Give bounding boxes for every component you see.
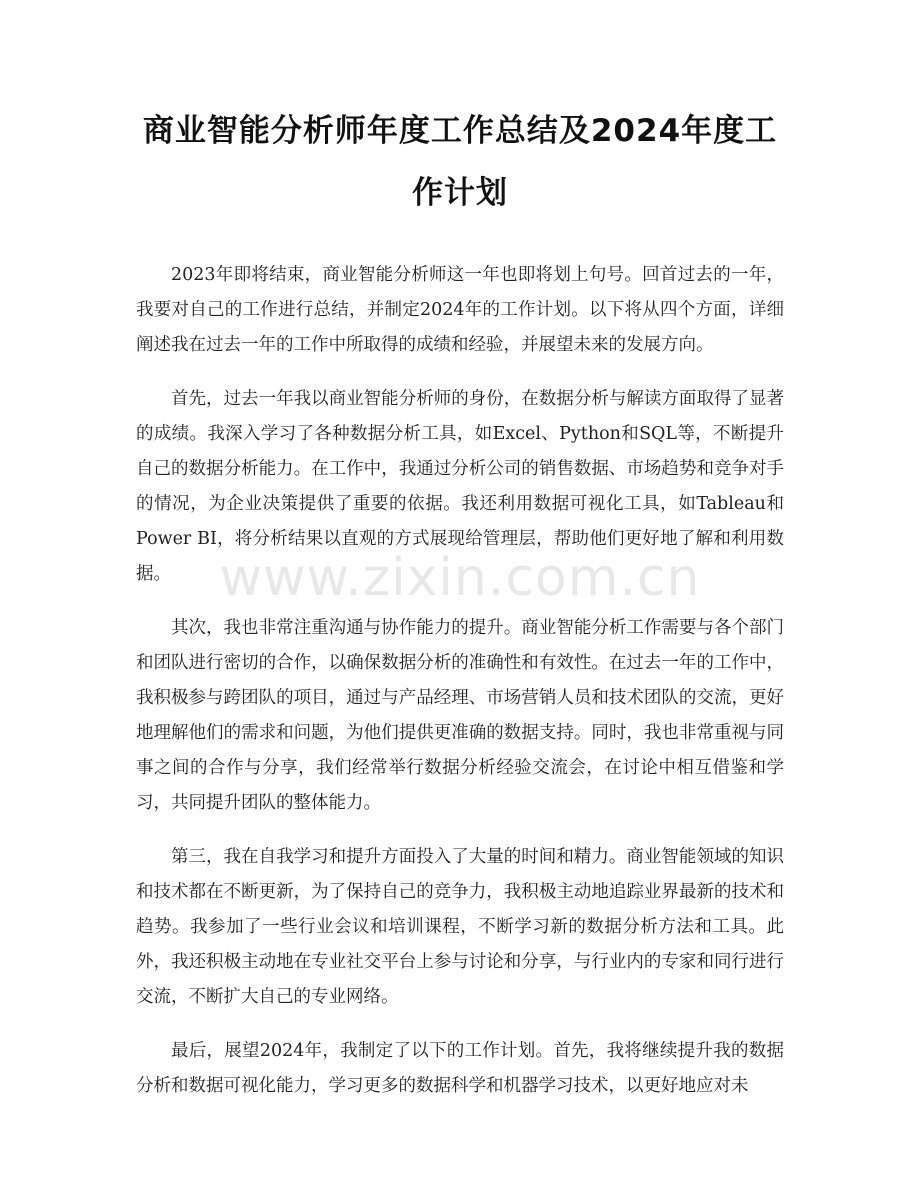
paragraph-collaboration: 其次，我也非常注重沟通与协作能力的提升。商业智能分析工作需要与各个部门和团队进行密切的合作，以确保数据分析的准确性和有效性。在过去一年的工作中，我积极参与跨团队的项目，通过与产品经理、市场营销人员和技术团队的交流，更好地理解他们的需求和问题，为他们提供更准确的数据支持。同时，我也非常重视与同事之间的合作与分享，我们经常举行数据分析经验交流会，在讨论中相互借鉴和学习，共同提升团队的整体能力。 [136,618,784,813]
document-body [136,258,784,1104]
paragraph-analysis: 首先，过去一年我以商业智能分析师的身份，在数据分析与解读方面取得了显著的成绩。我深入学习了各种数据分析工具，如Excel、Python和SQL等，不断提升自己的数据分析能力。在工作中，我通过分析公司的销售数据、市场趋势和竞争对手的情况，为企业决策提供了重要的依据。我还利用数据可视化工具，如Tableau和Power BI，将分析结果以直观的方式展现给管理层，帮助他们更好地了解和利用数据。 [136,389,784,584]
paragraph-self-learning: 第三，我在自我学习和提升方面投入了大量的时间和精力。商业智能领域的知识和技术都在不断更新，为了保持自己的竞争力，我积极主动地追踪业界最新的技术和趋势。我参加了一些行业会议和培训课程，不断学习新的数据分析方法和工具。此外，我还积极主动地在专业社交平台上参与讨论和分享，与行业内的专家和同行进行交流，不断扩大自己的专业网络。 [136,847,784,1007]
paragraph-intro: 2023年即将结束，商业智能分析师这一年也即将划上句号。回首过去的一年，我要对自己的工作进行总结，并制定2024年的工作计划。以下将从四个方面，详细阐述我在过去一年的工作中所取得的成绩和经验，并展望未来的发展方向。 [136,265,784,355]
paragraph-plan: 最后，展望2024年，我制定了以下的工作计划。首先，我将继续提升我的数据分析和数据可视化能力，学习更多的数据科学和机器学习技术，以更好地应对未 [136,1041,784,1096]
watermark-text: www.zixin.com.cn [219,548,701,608]
document-title: 商业智能分析师年度工作总结及2024年度工作计划 [142,113,778,211]
